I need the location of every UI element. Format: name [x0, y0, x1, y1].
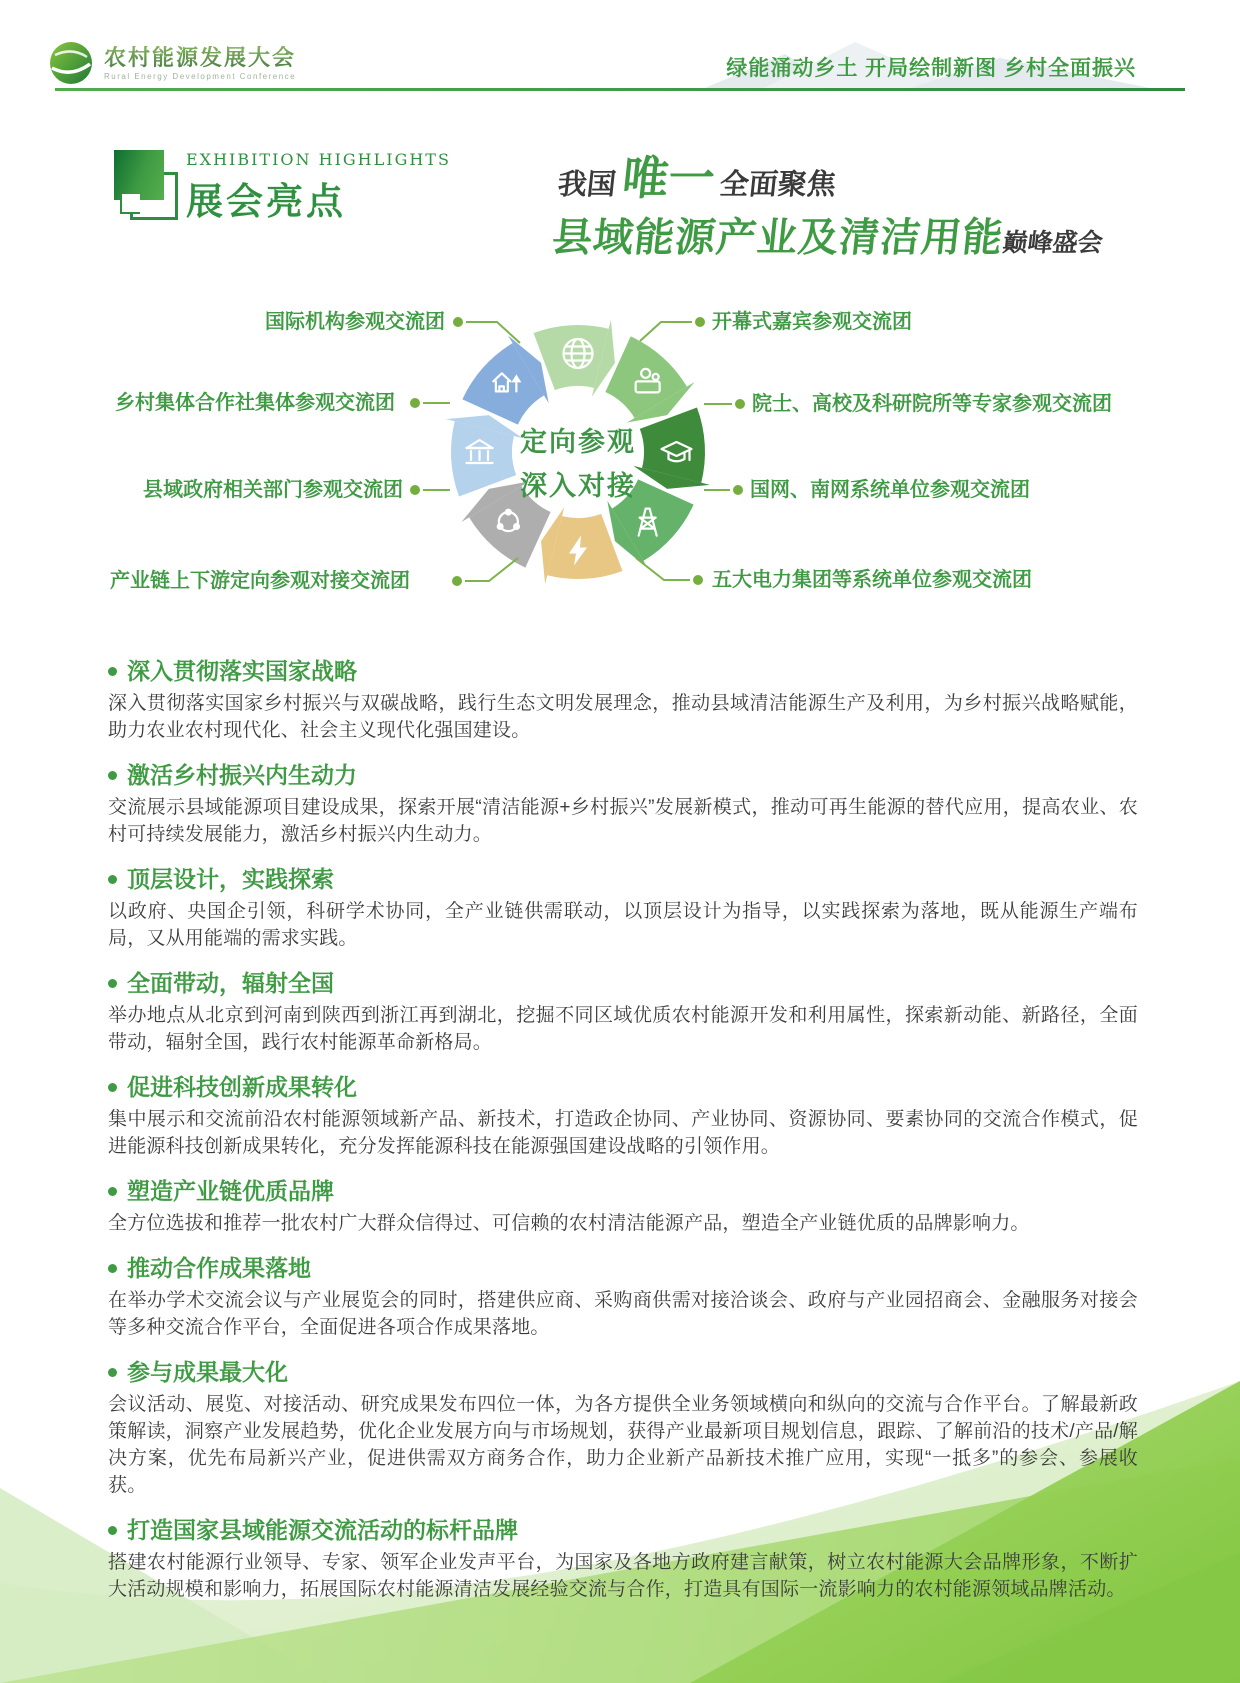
section-body: 集中展示和交流前沿农村能源领域新产品、新技术，打造政企协同、产业协同、资源协同、要素协同的交流合作模式，促进能源科技创新成果转化，充分发挥能源科技在能源强国建设战略的引领作用。 — [108, 1109, 1138, 1157]
bullet-dot-icon — [108, 1368, 117, 1377]
header-divider — [55, 88, 1185, 91]
section-heading: 全面带动，辐射全国 — [108, 970, 1138, 996]
highlight-section — [108, 1359, 1138, 1499]
emblem-notch — [120, 194, 140, 214]
visiting-groups-diagram — [0, 270, 1240, 620]
highlight-section — [108, 658, 1138, 744]
highlight-section — [108, 1178, 1138, 1237]
section-body: 交流展示县域能源项目建设成果，探索开展“清洁能源+乡村振兴”发展新模式，推动可再生能源的替代应用，提高农业、农村可持续发展能力，激活乡村振兴内生动力。 — [108, 797, 1138, 845]
section-body: 以政府、央国企引领，科研学术协同，全产业链供需联动，以顶层设计为指导，以实践探索为落地，既从能源生产端布局，又从用能端的需求实践。 — [108, 901, 1138, 949]
highlight-sections — [108, 658, 1138, 1621]
highlight-section — [108, 1074, 1138, 1160]
section-body: 深入贯彻落实国家乡村振兴与双碳战略，践行生态文明发展理念，推动县域清洁能源生产及利用，为乡村振兴战略赋能，助力农业农村现代化、社会主义现代化强国建设。 — [108, 693, 1138, 741]
section-title-en: EXHIBITION HIGHLIGHTS — [186, 150, 451, 169]
emblem-filled-square — [114, 150, 164, 200]
diagram-label-power-groups: 五大电力集团等系统单位参观交流团 — [712, 569, 1032, 591]
section-heading: 激活乡村振兴内生动力 — [108, 762, 1138, 788]
diagram-label-rural-cooperatives: 乡村集体合作社集体参观交流团 — [115, 392, 395, 414]
calligraphy-suffix: 巅峰盛会 — [1001, 229, 1105, 257]
bullet-dot-icon — [108, 1083, 117, 1092]
label-connector-dot — [452, 576, 462, 586]
calligraphy-line2: 县域能源产业及清洁用能巅峰盛会 — [549, 216, 1105, 260]
conference-logo — [48, 40, 296, 86]
label-connector-dot — [695, 317, 705, 327]
diagram-label-academics: 院士、高校及科研院所等专家参观交流团 — [752, 393, 1112, 415]
diagram-label-industry-chain: 产业链上下游定向参观对接交流团 — [110, 570, 410, 592]
label-connector-dot — [733, 485, 743, 495]
bullet-dot-icon — [108, 875, 117, 884]
highlight-section — [108, 1255, 1138, 1341]
section-heading: 参与成果最大化 — [108, 1359, 1138, 1385]
bullet-dot-icon — [108, 1264, 117, 1273]
label-connector-dot — [693, 575, 703, 585]
section-body: 会议活动、展览、对接活动、研究成果发布四位一体，为各方提供全业务领域横向和纵向的交流与合作平台。了解最新政策解读，洞察产业发展趋势，优化企业发展方向与市场规划，获得产业最新项目规划信息，跟踪、了解前沿的技术/产品/解决方案，优先布局新兴产业，促进供需双方商务合作，助力企业新产品新技术推广应用，实现“一抵多”的参会、参展收获。 — [108, 1394, 1138, 1496]
label-connector-line — [465, 558, 518, 581]
diagram-label-international-orgs: 国际机构参观交流团 — [265, 311, 445, 333]
label-connector-dot — [735, 399, 745, 409]
bullet-dot-icon — [108, 979, 117, 988]
logo-globe-icon — [48, 40, 94, 86]
diagram-label-opening-guests: 开幕式嘉宾参观交流团 — [712, 311, 912, 333]
header-slogan: 绿能涌动乡土 开局绘制新图 乡村全面振兴 — [726, 57, 1136, 80]
bullet-dot-icon — [108, 771, 117, 780]
label-connector-line — [640, 322, 692, 341]
section-heading: 促进科技创新成果转化 — [108, 1074, 1138, 1100]
section-body: 全方位选拔和推荐一批农村广大群众信得过、可信赖的农村清洁能源产品，塑造全产业链优质的品牌影响力。 — [108, 1213, 1030, 1234]
logo-subtitle: Rural Energy Development Conference — [104, 71, 297, 81]
section-heading: 推动合作成果落地 — [108, 1255, 1138, 1281]
bullet-dot-icon — [108, 667, 117, 676]
section-body: 在举办学术交流会议与产业展览会的同时，搭建供应商、采购商供需对接洽谈会、政府与产业园招商会、金融服务对接会等多种交流合作平台，全面促进各项合作成果落地。 — [108, 1290, 1138, 1338]
section-body: 搭建农村能源行业领导、专家、领军企业发声平台，为国家及各地方政府建言献策，树立农村能源大会品牌形象，不断扩大活动规模和影响力，拓展国际农村能源清洁发展经验交流与合作，打造具有国际一流影响力的农村能源领域品牌活动。 — [108, 1552, 1138, 1600]
diagram-center-text: 定向参观 深入对接 — [520, 427, 636, 501]
logo-title: 农村能源发展大会 — [104, 44, 297, 70]
calligraphy-line1: 我国唯一全面聚焦 — [556, 152, 838, 204]
bullet-dot-icon — [108, 1526, 117, 1535]
section-title-zh: 展会亮点 — [186, 181, 346, 222]
label-connector-line — [636, 558, 690, 580]
highlight-section — [108, 866, 1138, 952]
highlight-section — [108, 1517, 1138, 1603]
diagram-label-county-government: 县域政府相关部门参观交流团 — [143, 479, 403, 501]
section-body: 举办地点从北京到河南到陕西到浙江再到湖北，挖掘不同区域优质农村能源开发和利用属性，探索新动能、新路径，全面带动，辐射全国，践行农村能源革命新格局。 — [108, 1005, 1138, 1053]
section-heading: 塑造产业链优质品牌 — [108, 1178, 1138, 1204]
highlight-section — [108, 970, 1138, 1056]
label-connector-dot — [453, 317, 463, 327]
diagram-label-grid-companies: 国网、南网系统单位参观交流团 — [750, 479, 1030, 501]
section-heading: 打造国家县域能源交流活动的标杆品牌 — [108, 1517, 1138, 1543]
label-connector-dot — [410, 398, 420, 408]
label-connector-dot — [410, 485, 420, 495]
calligraphy-headline — [550, 142, 1114, 263]
calligraphy-emphasis: 唯一 — [619, 152, 718, 204]
section-title-block — [186, 150, 451, 225]
bullet-dot-icon — [108, 1187, 117, 1196]
section-heading: 顶层设计，实践探索 — [108, 866, 1138, 892]
highlight-section — [108, 762, 1138, 848]
section-heading: 深入贯彻落实国家战略 — [108, 658, 1138, 684]
